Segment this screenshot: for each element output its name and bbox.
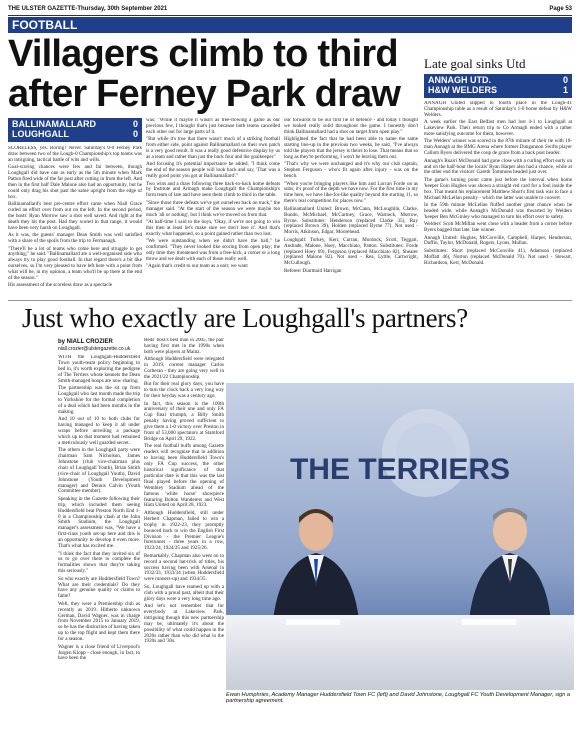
article1-column-1 — [8, 146, 142, 298]
sidebar-scoreboard — [424, 74, 572, 98]
paragraph: "When you're bringing players like him and Lorcan Forde on as subs, it's proof of the depth we have now. For the first time in my time here, we have like-for-like quality beyond the starting 11, so there's real competition for places now." — [284, 180, 418, 205]
paragraph: Annagh United: Hughes, McConville, Campbell, Harper, Henderson, Duffin, Taylor, McDonald, Rogers, Lyons, Mullan. — [424, 234, 572, 247]
paragraph: Wagner is a close friend of Liverpool's Jurgen Klopp - close enough, in fact, to have been the — [58, 643, 140, 662]
paragraph: WITH the Loughgall-Huddersfield Town youth-team policy beginning to bed in, it's worth exploring the pedigree of The Terriers whose kennels the Dean Smith-managed hoops are now sharing. — [58, 355, 140, 384]
paragraph: As it was, the guests' manager Dean Smith was well satisfied with a share of the spoils from the trip to Fermanagh. — [8, 232, 142, 245]
paragraph: Goal-scoring chances were few and far between, though Loughgall did have one as early as the 5th minute when Mark Patton fired wide of the far post after cutting in from the left. And then in the first half Dale Malone also had an opportunity, but he could only drag his shot past the same upright from the edge of box. — [8, 164, 142, 200]
paragraph: Two wins and a draw following three back-to-back home defeats by Institute and Armagh make Loughgall the Championship's form team of late and have seen them climb to third in the table. — [146, 180, 280, 199]
paragraph: So who exactly are Huddersfield Town? What are their credentials? Do they have any genuine quality or claims to fame? — [58, 575, 140, 600]
paragraph: And 10 out of 10 to both clubs for having managed to keep it all under wraps before unveiling a package which up to that moment had remained a meticulously well guarded secret. — [58, 416, 140, 446]
author-email: niall.crozier@ulstergazette.co.uk — [58, 346, 131, 352]
paragraph: In the 59th minute McLellan fluffed another great chance when he headed wide, while Annagh's McDonald was thwarted by Welders 'keeper Ben McGinley who managed to turn his effort over to safety. — [424, 202, 572, 220]
score-row — [428, 75, 568, 85]
signing-table — [226, 615, 574, 690]
paragraph: A week earlier the East Belfast men had lost 4-1 to Loughgall at Lakeview Park. Their return trip to Co Armagh ended with a rather more satisfying outcome for them, however. — [424, 119, 572, 138]
paragraph: ANNAGH United slipped to fourth place in the Lough-41 Championship table as a result of Saturday's 1-0 home defeat by H&W Welders. — [424, 101, 572, 118]
paragraph: Well, they were a Premiership club as recently as 2019. Hitherto unknown German, David Wagner, was in charge from November 2015 to January 2019, so he has the distinction of having taken up to the top flight and kept them there for a season. — [58, 600, 140, 643]
paragraph: His assessment of the scoreless draw as a spectacle — [8, 282, 113, 289]
score-row — [12, 129, 138, 139]
paragraph: But for their real glory days, you have to turn the clock back a very long way for their heyday was a century ago. — [144, 381, 224, 400]
paragraph: Ballinamallard United: Brown, McCann, McLoughlin, Clarke, Bundo, McMichael, McCartney, Grace, Warnock, Morrow, Byrne. Substitutes: Henderson (replaced Clarke 35), Ray (replaced Brown 39), Holden (replaced Byrne 77). Not used - Morris, Atkinson, Edgar, Moorehead. — [284, 205, 418, 236]
paragraph: SCORELESS, yes. Boring? Never. Saturday's 0-0 Ferney Park draw between two of the Lough-0 Championship's top teams was an intriguing, tactical battle of wits and wills. — [8, 146, 142, 163]
paragraph: Ballinamallard's best pre-centre effort came when Niall Grace curled an effort over from out on the left. In the second period, the hosts' Ryan Morrow saw a shot well saved. And right at the death they hit the post. Had they scored in that range, it would have been very harsh on Loughgall. — [8, 201, 142, 231]
paragraph: "There'll be a lot of teams who come here and struggle to get anything," he said. "Ballinamallard are a well-organised side who always try to play good football. In that regard there's a bit like ourselves, so I'm very pleased to have left here with a point from what will be, in my opinion, a team who'll be up there at the end of the season." — [8, 245, 142, 282]
paragraph: So, Loughgall have teamed up with a club with a proud past, albeit that their glory days were a very long time ago. — [144, 583, 224, 602]
score-row — [428, 85, 568, 95]
paragraph: The partnership was the sit up from Loughgall who last month made the trip to Yorkshire for the formal completion of a deal which had been months in the making. — [58, 385, 140, 415]
article2-column-1 — [58, 355, 140, 730]
partnership-photo — [226, 383, 574, 690]
article1-column-2 — [146, 118, 280, 298]
paragraph: Although Huddersfield were relegated in 2019, current manager Carlos Corberan - they are going very well in the 2021/22 Championship. — [144, 356, 224, 380]
article-annagh-column — [424, 101, 572, 298]
paragraph: In fact, this season is the 100th anniversary of their one and only FA Cup final triumph, a Billy Smith penalty having proved sufficient to give them a 1-0 victory over Preston in front of 53,000 spectators at Stamford Bridge on April 29, 1922. — [144, 400, 224, 442]
team-name: LOUGHGALL — [12, 129, 69, 139]
photo-illustration — [226, 383, 574, 690]
team-score: 0 — [132, 129, 138, 139]
score-row — [12, 119, 138, 129]
paragraph: Welders' Scott McMillan went close with a header from a corner before Byers bagged that late, late winner. — [424, 221, 572, 234]
section-label: FOOTBALL — [8, 17, 572, 33]
team-score: 1 — [562, 85, 568, 95]
paragraph: Highlighted the fact that he had been able to name the same starting line-up in the previous two weeks, he said, "I've always told the players that the jersey is theirs to lose. That means that so long as they're performing, I won't be leaving them out. — [284, 136, 418, 160]
paragraph: "But while it's true that there wasn't much of a striking football from either side, point against Ballinamallard on their own patch is a very good result. It was a really good defensive display by us as a team and rather than just the back four and the goalkeeper." — [146, 136, 280, 160]
header-date: THE ULSTER GAZETTE-Thursday, 30th September 2021 — [8, 6, 168, 12]
paragraph: our forwards to be our first lie of defence - and today I thought we looked really solid throughout the game. I honestly don't think Ballinamallard had a shot on target from open play." — [284, 118, 418, 135]
paragraph: "We were outstanding when we didn't have the ball," he confirmed. "They never looked like scoring from open play; the only time they threatened was from a free-kick, a corner or a long throw and we dealt with each of those really well. — [146, 238, 280, 262]
sidebar-headline: Late goal sinks Utd — [424, 56, 526, 71]
paragraph: The others in the Loughgall party were chairman Sam Nicholson, James Johnstone (club vice-chairman plus chair of Loughgall Youth), Brian Smith (vice-chair of Loughgall Youth), David Johnstone (Youth Development manager) and Dennis Calvin (Youth Committee member). — [58, 447, 140, 495]
paragraph: "Again that's credit to our team as a unit; we want — [146, 263, 248, 270]
paragraph: And let's not remember that for everybody at Lakeview Park, intriguing though this new partnership may be, ultimately it's about the possibility of what could happen in the 2020s rather than who did what in the 1920s and '30s. — [144, 602, 224, 645]
divider — [8, 300, 572, 301]
article2-column-2 — [144, 338, 224, 730]
paragraph: was: "While it maybe it wasn't as free-flowing a game as our previous few, I thought that's just because both teams cancelled each other out for large parts of it. — [146, 118, 280, 135]
photo-caption: Ewan Humphries, Academy Manager Huddersfield Town FC (left) and David Johnstone, Loughgall FC Youth Development Manager, sign a partnership agreement. — [226, 692, 570, 705]
main-headline: Villagers climb to third after Ferney Park draw — [8, 33, 401, 115]
paragraph: The Welders' winner was scored in the 87th minute of their tie with 10-man Annagh at the BMG Arena where former Dungannon Swifts player Callum Byers delivered the coup de grace from a back post header. — [424, 138, 572, 157]
page-number: Page 53 — [549, 6, 572, 12]
paragraph: Substitutes: Short (replaced McConville 41), Adamson (replaced Moffatt 46), Norton (replaced McDonald 70). Not used - Stewart, Richardson, Kerr, McDonald. — [424, 247, 572, 266]
team-name: H&W WELDERS — [428, 85, 497, 95]
article1-column-3 — [284, 118, 418, 298]
paragraph: And focusing it's potential importance he added, "I think come the end of the season people will look back and say, 'That was a really good point you got at Ballinamallard'." — [146, 161, 280, 180]
paragraph: The real football buffs among Gazette readers will recognise that in addition to having been Huddersfield Town's only FA Cup success, the other historical significance of that particular date is that this was the last final played before the opening of Wembley Stadium ahead of the famous 'white horse' showpiece featuring Bolton Wanderers and West Ham United on April 28, 1923. — [144, 443, 224, 509]
paragraph: Although Huddersfield, still under Herbert Chapman, failed to win a trophy in 1922-23, they promptly bounced back to win the English First Division - the Premier League's forerunner - three years in a row, 1923/24, 1924/25 and 1925/26. — [144, 509, 224, 552]
team-name: ANNAGH UTD. — [428, 75, 491, 85]
paragraph: Remarkably, Chapman also went on to record a second hat-trick of titles, his success having been with Arsenal in 1932/33, 1933/34 (when Huddersfield were runners-up) and 1934/35. — [144, 552, 224, 583]
team-name: BALLINAMALLARD — [12, 119, 96, 129]
paragraph: "That's why we were unchanged and it's why our club captain, Stephen Ferguson - who's fit again after injury - was on the bench. — [284, 161, 418, 180]
paragraph: "Since those three defeats we've got ourselves back on track," the manager said. "At the start of the season we were maybe too much 'all or nothing', but I think we've moved on from that. — [146, 199, 280, 218]
byline: by NIALL CROZIER — [58, 339, 113, 345]
team-score: 0 — [562, 75, 568, 85]
main-scoreboard — [8, 118, 142, 142]
paragraph: Reds' boss's best man in 2005, the pair having first met in the 1990s when both were players at Mainz. — [144, 338, 224, 355]
paragraph: The game's turning point came just before the interval when home 'keeper Eoin Hughes was shown a straight red card for a foul inside the box. That meant his replacement Matthew Short's first task was to face a Michael McLellan penalty - which the latter was unable to convert. — [424, 176, 572, 201]
team-score: 0 — [132, 119, 138, 129]
paragraph: "At half-time I said to the boys, 'Okay, if we're not going to win this then at least let's make sure we don't lose it'. And that's exactly what happened, so a point gained rather than two lost. — [146, 219, 280, 237]
paragraph: Loughgall: Turkey, Kerr, Curran, Murdock, Scott, Teggart, Andrade, Malone, Hoey, Macchiato, Patton. Substitutes: Forde (replaced Hoey 69), Ferguson (replaced Macchiato 82), Shearer (replaced Malone 82). Not used - Rea, Lyttle, Cartwright, McCullough. — [284, 236, 418, 267]
paragraph: Referee: Diarmuid Harrigan — [284, 267, 342, 274]
paragraph: "I think the fact that they invited six of us to go over there to complete the formalities shows that they're taking this seriously." — [58, 550, 140, 575]
article2-headline: Just who exactly are Loughgall's partners? — [22, 303, 468, 333]
paragraph: Annagh's Ruairi McDonald had gone close with a curling effort early on and on the half-hour the locals' Ryan Harper also had a chance, while at the other end the visitors' Gareth Tommons headed just over. — [424, 157, 572, 176]
banner-text: THE TERRIERS — [289, 453, 511, 486]
paragraph: Speaking in the Gazette following their trip, which included them seeing Huddersfield beat Preston North End 1-0 in a Championship clash at the John Smith Stadium, the Loughgall manager's assessment was, "We have a first-class youth set-up here and this is an opportunity to develop it even more. That's what has excited me. — [58, 495, 140, 550]
page-header — [8, 3, 572, 16]
